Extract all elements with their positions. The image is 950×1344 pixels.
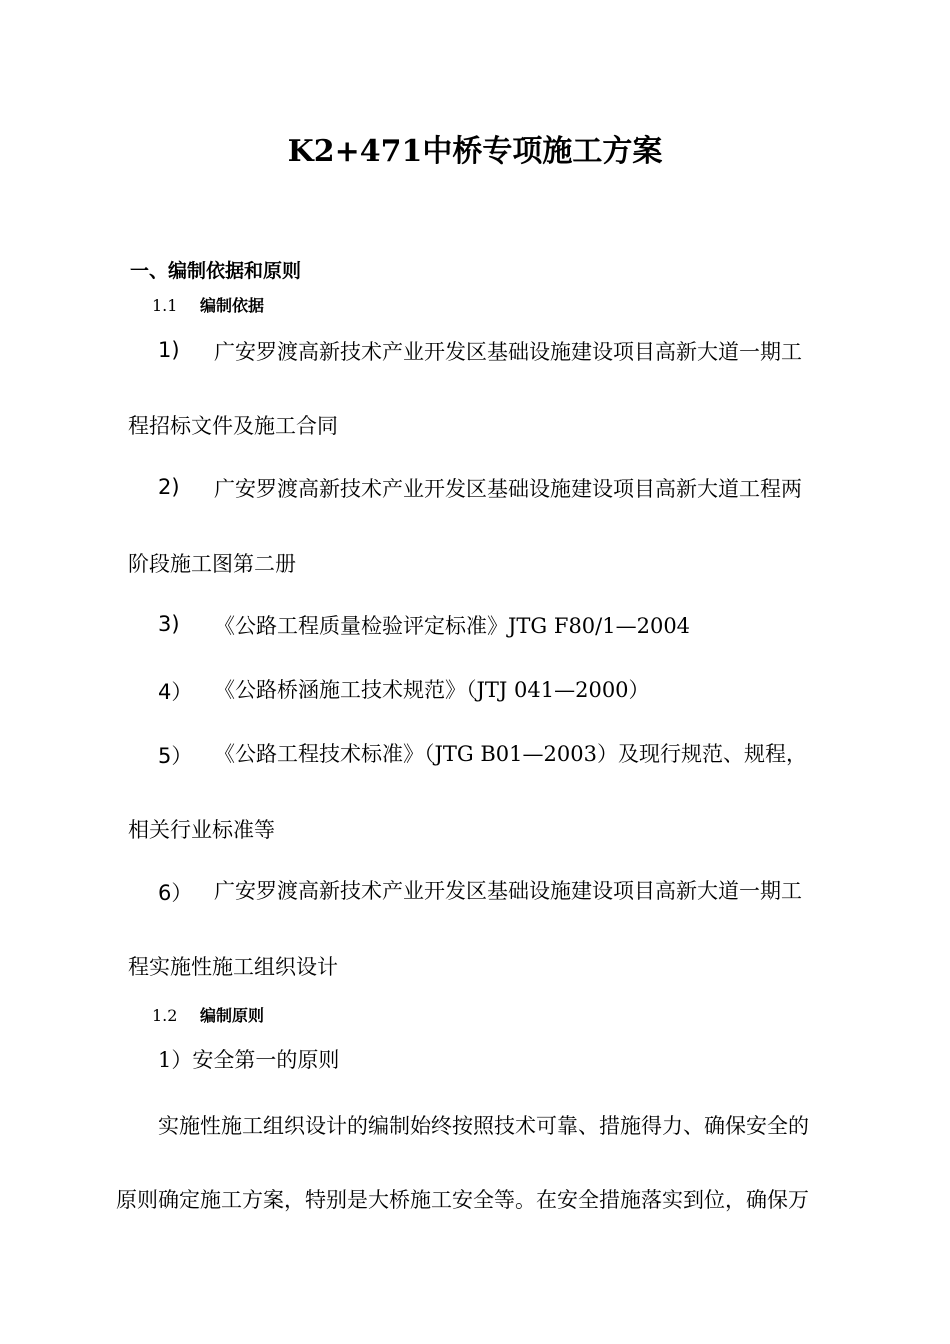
- subsection-heading-1-1: [152, 293, 264, 316]
- subsection-number: 1.2: [152, 1006, 178, 1025]
- list-item-text: 《公路工程技术标准》（JTG B01—2003）及现行规范、规程，: [214, 742, 807, 766]
- list-item-number: 5）: [158, 744, 193, 768]
- paragraph-line: 实施性施工组织设计的编制始终按照技术可靠、措施得力、确保安全的: [158, 1114, 809, 1138]
- list-item-number: 4）: [158, 680, 193, 704]
- list-item-text: 广安罗渡高新技术产业开发区基础设施建设项目高新大道工程两: [214, 477, 802, 501]
- subsection-heading-1-2: [152, 1003, 264, 1026]
- list-item-number: 3): [158, 612, 180, 636]
- list-item-text: 《公路工程质量检验评定标准》JTG F80/1—2004: [214, 614, 691, 638]
- section-heading: 一、编制依据和原则: [130, 260, 302, 282]
- subsection-label: 编制依据: [200, 296, 265, 315]
- list-item-text-continued: 程实施性施工组织设计: [128, 955, 338, 979]
- list-item-text-continued: 阶段施工图第二册: [128, 552, 296, 576]
- subsection-number: 1.1: [152, 296, 178, 315]
- principle-heading: 1）安全第一的原则: [158, 1048, 340, 1072]
- list-item-text: 《公路桥涵施工技术规范》（JTJ 041—2000）: [214, 678, 650, 702]
- paragraph-line: 原则确定施工方案，特别是大桥施工安全等。在安全措施落实到位，确保万: [116, 1188, 809, 1212]
- list-item-text-continued: 相关行业标准等: [128, 818, 275, 842]
- list-item-text: 广安罗渡高新技术产业开发区基础设施建设项目高新大道一期工: [214, 340, 802, 364]
- document-title: K2+471中桥专项施工方案: [287, 134, 663, 169]
- list-item-number: 6）: [158, 881, 193, 905]
- subsection-label: 编制原则: [200, 1006, 265, 1025]
- list-item-number: 1): [158, 338, 180, 362]
- list-item-number: 2): [158, 475, 180, 499]
- list-item-text: 广安罗渡高新技术产业开发区基础设施建设项目高新大道一期工: [214, 879, 802, 903]
- list-item-text-continued: 程招标文件及施工合同: [128, 414, 338, 438]
